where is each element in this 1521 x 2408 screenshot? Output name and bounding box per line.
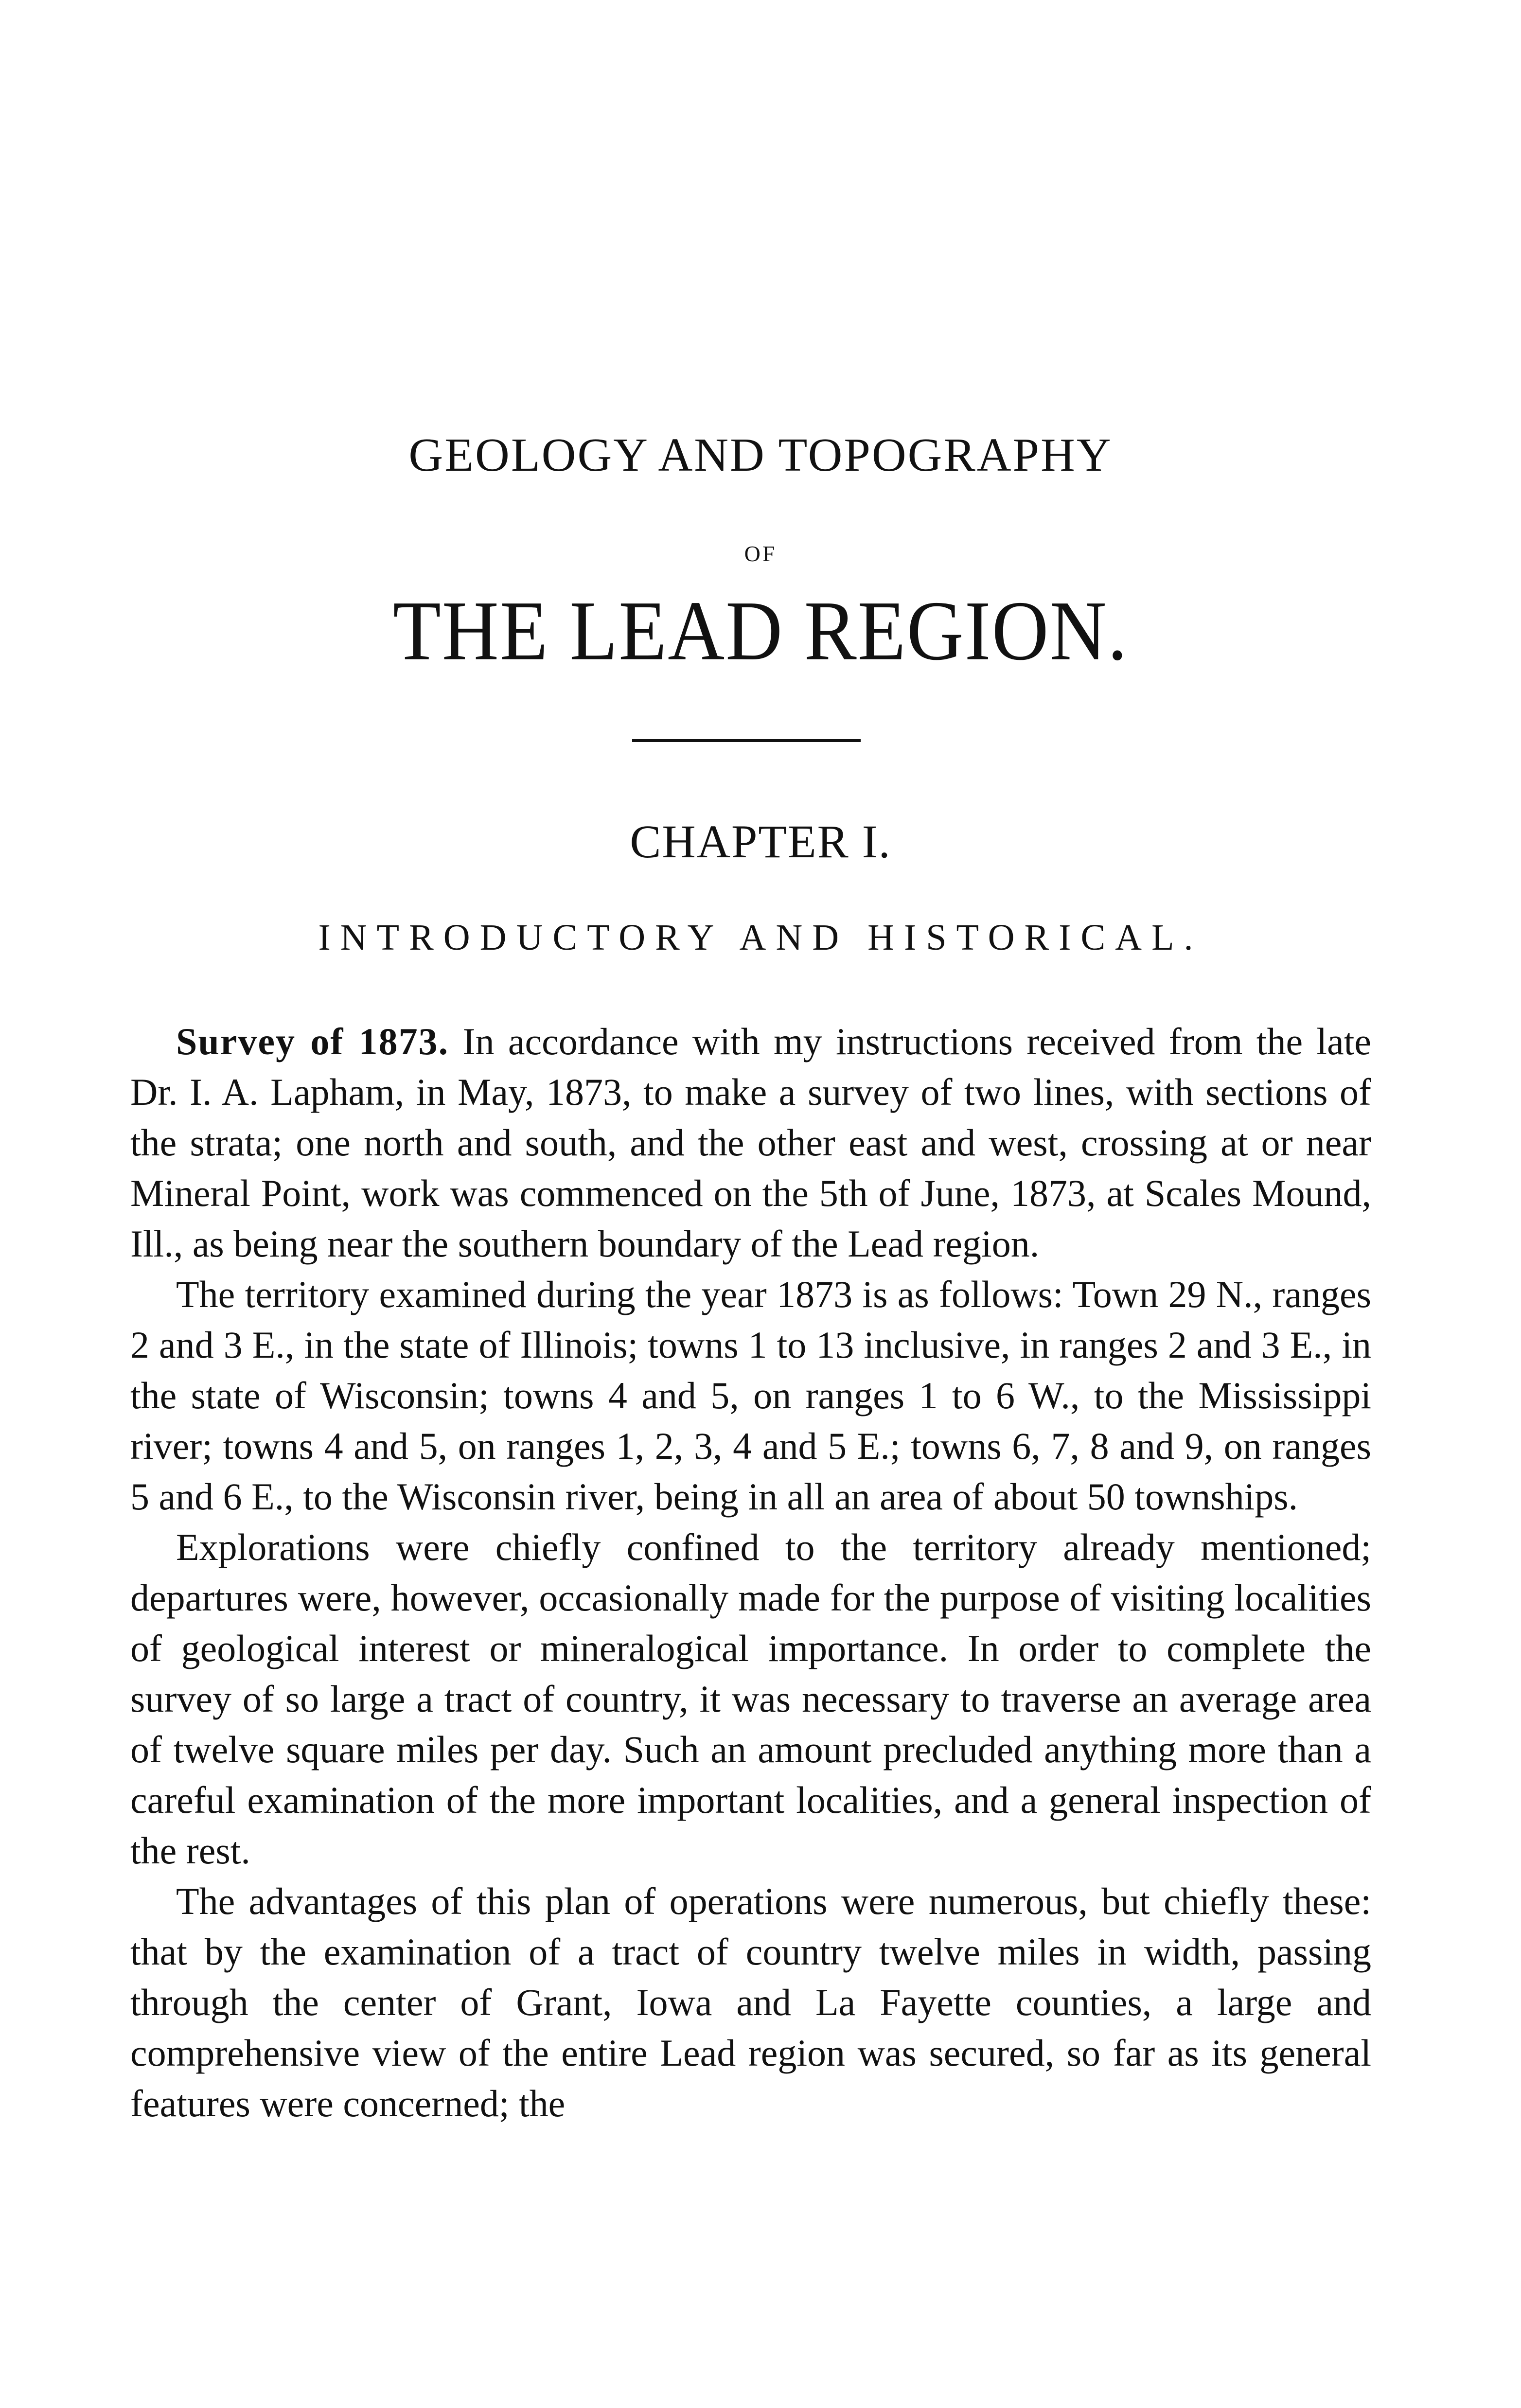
book-title-line-2: THE LEAD REGION. bbox=[392, 584, 1129, 678]
paragraph-4: The advantages of this plan of operations were numerous, but chiefly these: that by the examination of a tract of country twelve miles in width, passing through the center of Grant, Iowa and La Fayette counties, a large and comprehensive view of the entire Lead region was secured, so far as its general features were concerned; the bbox=[130, 1880, 1371, 2125]
chapter-subtitle: INTRODUCTORY AND HISTORICAL. bbox=[318, 917, 1203, 958]
title-divider-rule bbox=[632, 739, 861, 742]
book-title-line-1: GEOLOGY AND TOPOGRAPHY bbox=[408, 429, 1113, 481]
paragraph-2: The territory examined during the year 1873 is as follows: Town 29 N., ranges 2 and 3 E., in the state of Illinois; towns 1 to 13 inclusive, in ranges 2 and 3 E., in the state of Wisconsin; towns 4 and 5, on ranges 1 to 6 W., to the Mississippi river; towns 4 and 5, on ranges 1, 2, 3, 4 and 5 E.; towns 6, 7, 8 and 9, on ranges 5 and 6 E., to the Wisconsin river, being in all an area of about 50 townships. bbox=[130, 1273, 1371, 1518]
paragraph-1 bbox=[130, 1016, 1371, 1269]
chapter-heading: CHAPTER I. bbox=[630, 815, 891, 868]
paragraph-1-text: In accordance with my instructions received from the late Dr. I. A. Lapham, in May, 1873, to make a survey of two lines, with sections of the strata; one north and south, and the other east and west, crossing at or near Mineral Point, work was commenced on the 5th of June, 1873, at Scales Mound, Ill., as being near the southern boundary of the Lead region. bbox=[130, 1020, 1371, 1265]
paragraph-3: Explorations were chiefly confined to the territory already mentioned; departures were, however, occasionally made for the purpose of visiting localities of geological interest or mineralogical importance. In order to complete the survey of so large a tract of country, it was necessary to traverse an average area of twelve square miles per day. Such an amount precluded anything more than a careful examination of the more important localities, and a general inspection of the rest. bbox=[130, 1526, 1371, 1872]
section-lead-in: Survey of 1873. bbox=[176, 1020, 449, 1062]
book-title-of: OF bbox=[744, 541, 777, 566]
chapter-body bbox=[130, 1016, 1371, 2129]
